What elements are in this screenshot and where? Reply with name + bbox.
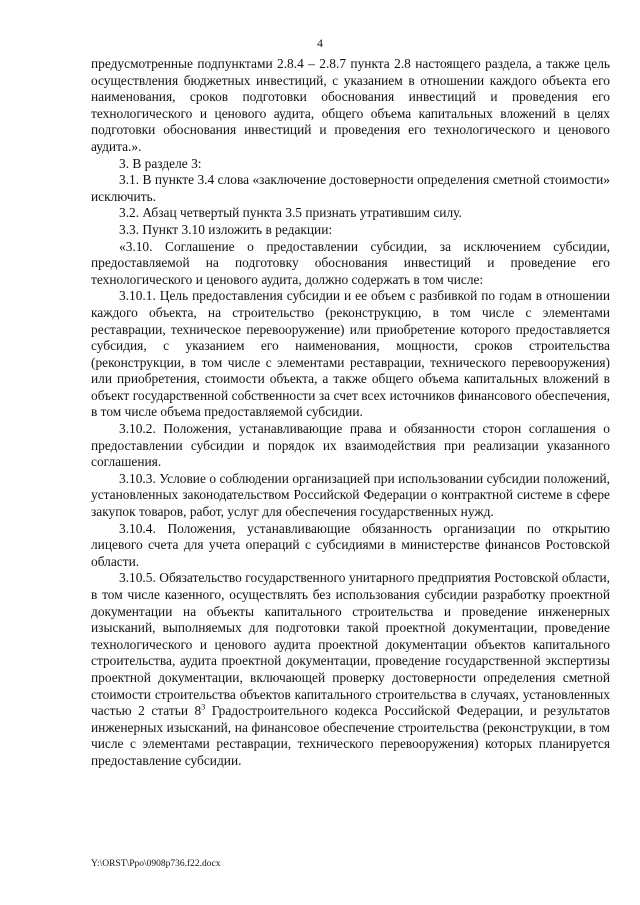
paragraph-3-10-1: 3.10.1. Цель предоставления субсидии и ее объем с разбивкой по годам в отношении каждого объекта, на строительство (реконструкцию, в том числе с элементами реставрации, техническое перевооружение) или приобретение которого предоставляется субсидия, с указанием его наименования, мощности, сроков строительства (реконструкции, в том числе с элементами реставрации, технического перевооружения) или приобретения, стоимости объекта, а также общего объема капитальных вложений в объект государственной собственности за счет всех источников финансового обеспечения, в том числе объема предоставляемой субсидии. bbox=[91, 288, 610, 420]
paragraph-3-2: 3.2. Абзац четвертый пункта 3.5 признать утратившим силу. bbox=[119, 205, 462, 221]
superscript: 3 bbox=[201, 702, 206, 712]
page-number: 4 bbox=[317, 36, 323, 50]
paragraph-3-10-2: 3.10.2. Положения, устанавливающие права и обязанности сторон соглашения о предоставлении субсидии и порядок их взаимодействия при реализации указанного соглашения. bbox=[91, 421, 610, 470]
paragraph-3-10-5-text: 3.10.5. Обязательство государственного унитарного предприятия Ростовской области, в том числе казенного, осуществлять без использования субсидии разработку проектной документации на объекты капитального строительства и проведение инженерных изысканий, выполняемых для подготовки такой проектной документации, проведение технологического и ценового аудита проектной документации объектов капитального строительства, аудита проектной документации, проведение государственной экспертизы проектной документации, включающей проверку достоверности определения сметной стоимости строительства объектов капитального строительства в случаях, установленных частью 2 статьи 8 bbox=[91, 570, 610, 719]
paragraph-3-1: 3.1. В пункте 3.4 слова «заключение достоверности определения сметной стоимости» исключить. bbox=[91, 172, 610, 204]
document-body bbox=[91, 56, 610, 770]
paragraph-3-10: «3.10. Соглашение о предоставлении субсидии, за исключением субсидии, предоставляемой на подготовку обоснования инвестиций и проведение его технологического и ценового аудита, должно содержать в том числе: bbox=[91, 238, 610, 287]
paragraph-3-10-4: 3.10.4. Положения, устанавливающие обязанность организации по открытию лицевого счета для учета операций с субсидиями в министерстве финансов Ростовской области. bbox=[91, 520, 610, 569]
paragraph-section-3: 3. В разделе 3: bbox=[119, 155, 202, 171]
footer-file-path: Y:\ORST\Ppo\0908p736.f22.docx bbox=[91, 859, 221, 869]
paragraph-3-10-5-text-end: Градостроительного кодекса Российской Федерации, и результатов инженерных изысканий, на финансовое обеспечение строительства (реконструкции, в том числе с элементами реставрации, технического перевооружения) которых планируется предоставление субсидии. bbox=[91, 703, 610, 768]
paragraph-3-10-3: 3.10.3. Условие о соблюдении организацией при использовании субсидии положений, установленных законодательством Российской Федерации о контрактной системе в сфере закупок товаров, работ, услуг для обеспечения государственных нужд. bbox=[91, 470, 610, 520]
paragraph-3-10-5 bbox=[91, 570, 610, 769]
paragraph-continuation: предусмотренные подпунктами 2.8.4 – 2.8.7 пункта 2.8 настоящего раздела, а также цель осуществления бюджетных инвестиций, с указанием в отношении каждого объекта его наименования, сроков подготовки обоснования инвестиций и проведения его технологического и ценового аудита, общего объема капитальных вложений в целях подготовки обоснования инвестиций и проведения его технологического и ценового аудита.». bbox=[91, 56, 610, 154]
paragraph-3-3: 3.3. Пункт 3.10 изложить в редакции: bbox=[119, 221, 333, 237]
